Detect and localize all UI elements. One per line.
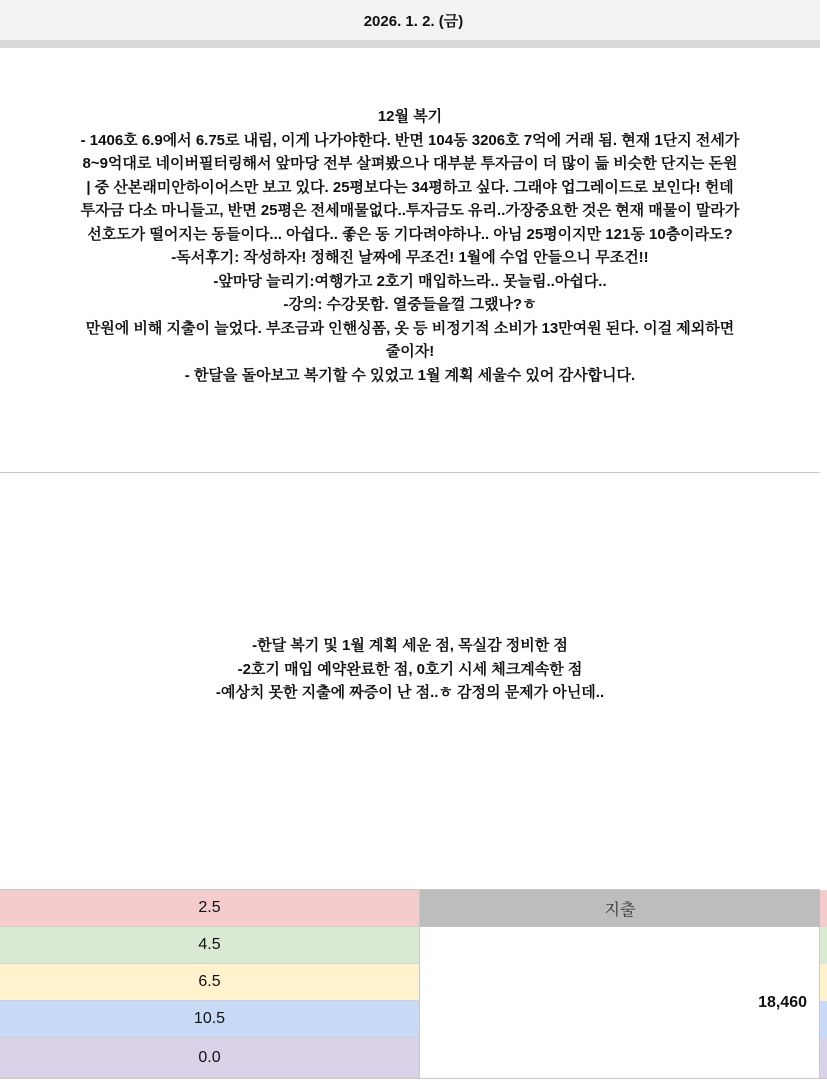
reflection-cell[interactable] [0, 473, 821, 890]
expense-amount: 18,460 [758, 994, 807, 1011]
score-value: 6.5 [198, 973, 221, 990]
review-line: 12월 복기 [377, 108, 443, 125]
review-line: | 중 산본래미안하이어스만 보고 있다. 25평보다는 34평하고 싶다. 그래야 업그레이드로 보인다! 헌데 [86, 178, 734, 196]
reflection-line: -한달 복기 및 1월 계획 세운 점, 목실감 정비한 점 [252, 637, 568, 654]
next-column-edge-green [820, 927, 827, 964]
score-cell-blue[interactable] [0, 1001, 420, 1038]
score-cell-purple[interactable] [0, 1038, 420, 1078]
review-line: 선호도가 떨어지는 동들이다... 아쉽다.. 좋은 동 기다려야하나.. 아님 25평이지만 121동 10층이라도? [87, 225, 733, 243]
score-value: 0.0 [198, 1048, 221, 1066]
review-line: 8~9억대로 네이버필터링해서 앞마당 전부 살펴봤으나 대부분 투자금이 더 많이 듦 비슷한 단지는 돈원 [82, 155, 738, 172]
header-divider [0, 40, 827, 48]
date-header-cell[interactable] [0, 0, 827, 41]
review-line: - 1406호 6.9에서 6.75로 내림, 이게 나가야한다. 반면 104동 3206호 7억에 거래 됨. 현재 1단지 전세가 [80, 131, 740, 149]
score-cell-red[interactable] [0, 890, 420, 927]
bottom-border [0, 1078, 827, 1084]
score-value: 2.5 [198, 899, 221, 916]
review-line: -독서후기: 작성하자! 정해진 날짜에 무조건! 1월에 수업 안들으니 무조건!! [171, 249, 649, 266]
review-line: -강의: 수강못함. 열중들을껄 그랬나?ㅎ [283, 296, 537, 313]
expense-value-cell[interactable] [420, 927, 820, 1078]
monthly-review-text [0, 105, 821, 387]
next-column-edge-yellow [820, 964, 827, 1001]
score-value: 4.5 [198, 936, 221, 953]
next-column-edge-red [820, 890, 827, 927]
monthly-review-cell[interactable] [0, 48, 821, 473]
reflection-line: -예상치 못한 지출에 짜증이 난 점..ㅎ 감정의 문제가 아닌데.. [215, 684, 605, 701]
reflection-text [0, 634, 821, 705]
review-line: - 한달을 돌아보고 복기할 수 있었고 1월 계획 세울수 있어 감사합니다. [184, 366, 636, 384]
next-column-edge-purple [820, 1038, 827, 1078]
score-value: 10.5 [193, 1010, 226, 1027]
review-line: -앞마당 늘리기:여행가고 2호기 매입하느라.. 못늘림..아쉽다.. [213, 272, 607, 290]
reflection-line: -2호기 매입 예약완료한 점, 0호기 시세 체크계속한 점 [237, 660, 583, 678]
next-column-edge-blue [820, 1001, 827, 1038]
score-cell-green[interactable] [0, 927, 420, 964]
review-line: 투자금 다소 마니들고, 반면 25평은 전세매물없다..투자금도 유리..가장중요한 것은 현재 매물이 말라가 [80, 202, 740, 219]
review-line: 만원에 비해 지출이 늘었다. 부조금과 인핸싱폼, 옷 등 비정기적 소비가 13만여원 된다. 이걸 제외하면 [85, 319, 735, 337]
date-header-text: 2026. 1. 2. (금) [363, 12, 464, 30]
review-line: 줄이자! [385, 343, 435, 360]
score-cell-yellow[interactable] [0, 964, 420, 1001]
expense-label: 지출 [604, 902, 636, 919]
expense-header-cell[interactable] [420, 890, 820, 927]
